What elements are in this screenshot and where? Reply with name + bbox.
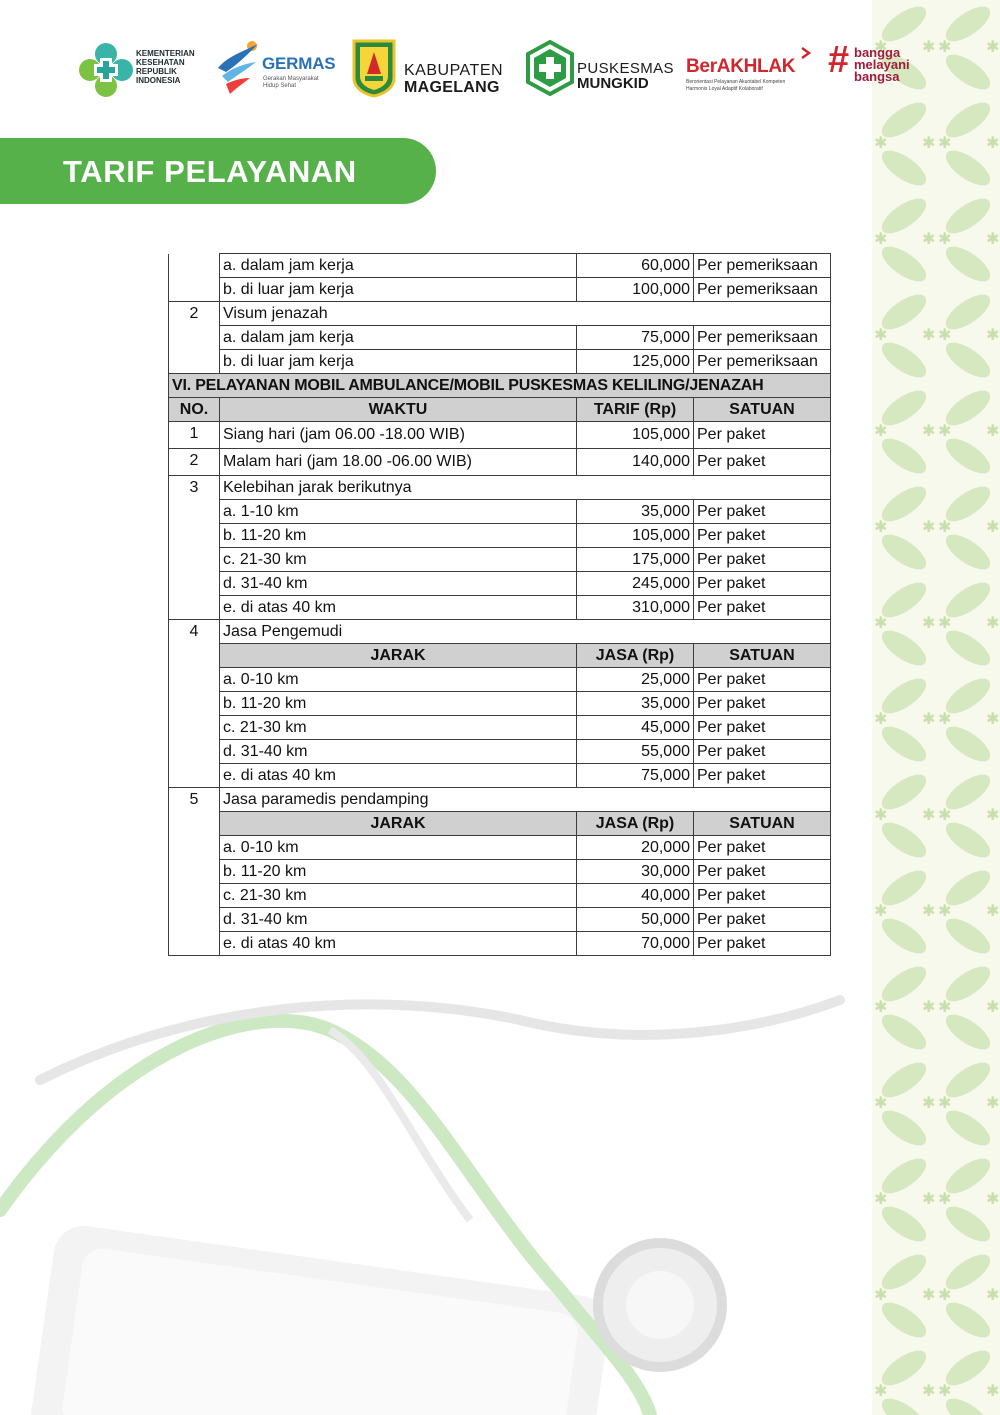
description-cell: b. di luar jam kerja xyxy=(220,350,577,374)
berakhlak-subtitle: Berorientasi Pelayanan Akuntabel Kompeten Harmonis Loyal Adaptif Kolaboratif xyxy=(686,79,786,92)
tarif-cell: 35,000 xyxy=(577,692,694,716)
berakhlak-title: BerAKHLAK xyxy=(686,56,796,77)
berakhlak-logo xyxy=(686,38,821,98)
group-title-cell: Visum jenazah xyxy=(220,302,831,326)
germas-figure-icon xyxy=(216,38,262,96)
satuan-cell: Per paket xyxy=(694,692,831,716)
satuan-cell: Per pemeriksaan xyxy=(694,254,831,278)
table-row xyxy=(169,524,831,548)
tarif-cell: 245,000 xyxy=(577,572,694,596)
satuan-cell: Per paket xyxy=(694,764,831,788)
satuan-cell: Per paket xyxy=(694,596,831,620)
table-row xyxy=(169,572,831,596)
column-header-row xyxy=(169,398,831,422)
satuan-cell: Per paket xyxy=(694,740,831,764)
section-title: VI. PELAYANAN MOBIL AMBULANCE/MOBIL PUSKESMAS KELILING/JENAZAH xyxy=(169,374,831,398)
germas-title: GERMAS xyxy=(262,54,336,73)
tarif-cell: 30,000 xyxy=(577,860,694,884)
table-row xyxy=(169,668,831,692)
column-header-waktu: WAKTU xyxy=(220,398,577,422)
tarif-cell: 140,000 xyxy=(577,449,694,476)
table-row xyxy=(169,548,831,572)
tarif-cell: 35,000 xyxy=(577,500,694,524)
description-cell: c. 21-30 km xyxy=(220,716,577,740)
table-row xyxy=(169,350,831,374)
description-cell: d. 31-40 km xyxy=(220,740,577,764)
description-cell: c. 21-30 km xyxy=(220,884,577,908)
stethoscope-background-icon xyxy=(0,960,880,1415)
table-row xyxy=(169,449,831,476)
kemenkes-text: KEMENTERIAN KESEHATAN REPUBLIK INDONESIA xyxy=(136,49,195,85)
satuan-cell: Per paket xyxy=(694,500,831,524)
puskesmas-emblem-icon xyxy=(525,40,575,96)
tarif-cell: 40,000 xyxy=(577,884,694,908)
satuan-cell: Per paket xyxy=(694,572,831,596)
description-cell: Siang hari (jam 06.00 -18.00 WIB) xyxy=(220,422,577,449)
chevron-right-icon xyxy=(799,46,813,60)
column-header-no: NO. xyxy=(169,398,220,422)
tarif-cell: 75,000 xyxy=(577,326,694,350)
satuan-cell: Per paket xyxy=(694,932,831,956)
tarif-cell: 75,000 xyxy=(577,764,694,788)
group-title-cell: Jasa Pengemudi xyxy=(220,620,831,644)
column-header-satuan: SATUAN xyxy=(694,812,831,836)
germas-logo xyxy=(216,38,346,100)
table-row xyxy=(169,860,831,884)
description-cell: d. 31-40 km xyxy=(220,908,577,932)
satuan-cell: Per paket xyxy=(694,422,831,449)
table-row xyxy=(169,596,831,620)
satuan-cell: Per paket xyxy=(694,884,831,908)
column-header-satuan: SATUAN xyxy=(694,644,831,668)
satuan-cell: Per pemeriksaan xyxy=(694,350,831,374)
tarif-cell: 175,000 xyxy=(577,548,694,572)
table-row xyxy=(169,740,831,764)
bangga-melayani-bangsa-logo xyxy=(828,36,928,96)
satuan-cell: Per paket xyxy=(694,668,831,692)
tarif-cell: 100,000 xyxy=(577,278,694,302)
description-cell: d. 31-40 km xyxy=(220,572,577,596)
satuan-cell: Per paket xyxy=(694,524,831,548)
decorative-pattern-strip xyxy=(872,0,1000,1415)
row-number-cell: 2 xyxy=(169,449,220,476)
row-number-cell: 2 xyxy=(169,302,220,374)
table-row xyxy=(169,278,831,302)
tarif-cell: 60,000 xyxy=(577,254,694,278)
column-header-jasa: JASA (Rp) xyxy=(577,644,694,668)
section-header-row xyxy=(169,374,831,398)
tarif-cell: 70,000 xyxy=(577,932,694,956)
row-number-cell xyxy=(169,254,220,302)
kemenkes-logo xyxy=(78,40,208,100)
table-row xyxy=(169,836,831,860)
row-number-cell: 4 xyxy=(169,620,220,788)
description-cell: e. di atas 40 km xyxy=(220,596,577,620)
group-title-cell: Kelebihan jarak berikutnya xyxy=(220,476,831,500)
column-header-tarif: TARIF (Rp) xyxy=(577,398,694,422)
table-row xyxy=(169,716,831,740)
logo-bar xyxy=(0,30,1000,110)
kabupaten-label: KABUPATEN xyxy=(404,62,504,79)
column-header-jarak: JARAK xyxy=(220,644,577,668)
table-row xyxy=(169,422,831,449)
description-cell: b. 11-20 km xyxy=(220,524,577,548)
row-number-cell: 3 xyxy=(169,476,220,620)
tarif-cell: 105,000 xyxy=(577,422,694,449)
tarif-cell: 310,000 xyxy=(577,596,694,620)
satuan-cell: Per paket xyxy=(694,716,831,740)
germas-subtitle: Gerakan Masyarakat Hidup Sehat xyxy=(263,76,319,89)
table-row xyxy=(169,254,831,278)
table-row xyxy=(169,692,831,716)
column-header-jarak: JARAK xyxy=(220,812,577,836)
satuan-cell: Per paket xyxy=(694,449,831,476)
table-row xyxy=(169,302,831,326)
description-cell: a. 1-10 km xyxy=(220,500,577,524)
table-row xyxy=(169,764,831,788)
title-ribbon xyxy=(0,138,436,204)
satuan-cell: Per paket xyxy=(694,860,831,884)
tarif-cell: 125,000 xyxy=(577,350,694,374)
bangga-text: bangga melayani bangsa xyxy=(854,45,910,84)
table-row xyxy=(169,908,831,932)
description-cell: c. 21-30 km xyxy=(220,548,577,572)
table-row xyxy=(169,620,831,644)
kemenkes-emblem-icon xyxy=(78,42,134,98)
description-cell: a. 0-10 km xyxy=(220,836,577,860)
kabupaten-magelang-logo xyxy=(351,38,511,102)
description-cell: Malam hari (jam 18.00 -06.00 WIB) xyxy=(220,449,577,476)
puskesmas-mungkid-logo xyxy=(525,38,675,98)
tarif-cell: 20,000 xyxy=(577,836,694,860)
description-cell: e. di atas 40 km xyxy=(220,764,577,788)
satuan-cell: Per paket xyxy=(694,836,831,860)
table-row xyxy=(169,326,831,350)
satuan-cell: Per pemeriksaan xyxy=(694,326,831,350)
magelang-label: MAGELANG xyxy=(404,79,500,96)
mungkid-label: MUNGKID xyxy=(577,75,649,92)
table-row xyxy=(169,476,831,500)
tariff-table xyxy=(168,253,831,956)
column-header-satuan: SATUAN xyxy=(694,398,831,422)
satuan-cell: Per paket xyxy=(694,548,831,572)
tarif-cell: 45,000 xyxy=(577,716,694,740)
group-title-cell: Jasa paramedis pendamping xyxy=(220,788,831,812)
tarif-cell: 50,000 xyxy=(577,908,694,932)
magelang-shield-icon xyxy=(351,38,397,98)
tarif-cell: 25,000 xyxy=(577,668,694,692)
satuan-cell: Per pemeriksaan xyxy=(694,278,831,302)
sub-header-row xyxy=(169,644,831,668)
tarif-cell: 105,000 xyxy=(577,524,694,548)
description-cell: b. 11-20 km xyxy=(220,860,577,884)
satuan-cell: Per paket xyxy=(694,908,831,932)
description-cell: a. dalam jam kerja xyxy=(220,326,577,350)
row-number-cell: 1 xyxy=(169,422,220,449)
page-title: TARIF PELAYANAN xyxy=(63,154,357,189)
table-row xyxy=(169,932,831,956)
table-row xyxy=(169,788,831,812)
description-cell: b. 11-20 km xyxy=(220,692,577,716)
description-cell: a. 0-10 km xyxy=(220,668,577,692)
puskesmas-label: PUSKESMAS xyxy=(577,60,674,77)
row-number-cell: 5 xyxy=(169,788,220,956)
description-cell: a. dalam jam kerja xyxy=(220,254,577,278)
table-row xyxy=(169,884,831,908)
column-header-jasa: JASA (Rp) xyxy=(577,812,694,836)
tarif-cell: 55,000 xyxy=(577,740,694,764)
description-cell: e. di atas 40 km xyxy=(220,932,577,956)
description-cell: b. di luar jam kerja xyxy=(220,278,577,302)
leaf-pattern-icon xyxy=(872,0,1000,1415)
sub-header-row xyxy=(169,812,831,836)
table-row xyxy=(169,500,831,524)
hashtag-icon: # xyxy=(828,39,850,81)
